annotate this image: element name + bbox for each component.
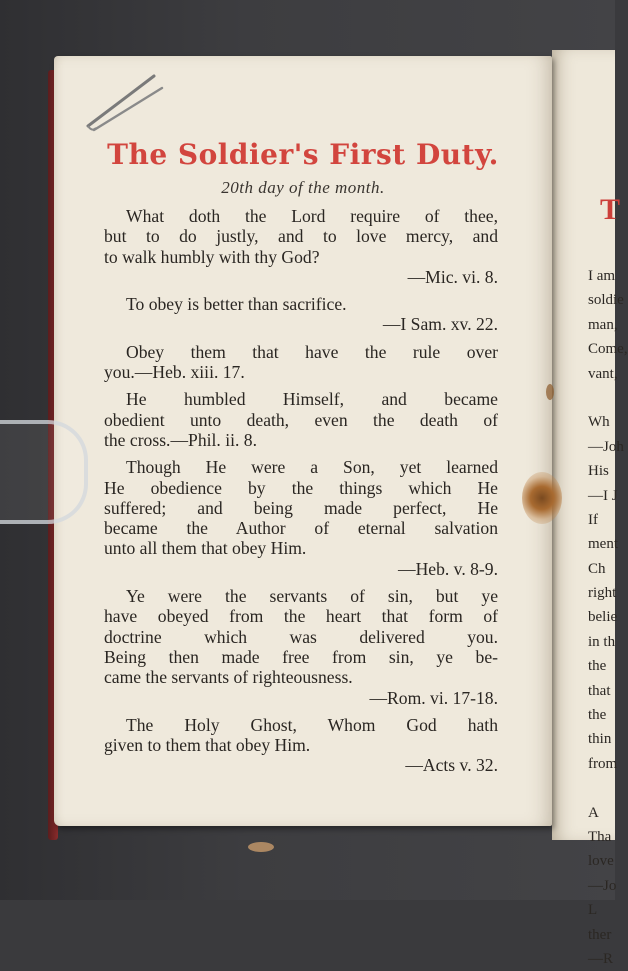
right-page-line-fragment: L <box>588 902 598 919</box>
verse-line: doctrine which was delivered you. <box>104 626 498 647</box>
verse-paragraph <box>104 206 498 287</box>
right-page-line-fragment: —Joh <box>588 438 624 455</box>
right-page-line-fragment: Tha <box>588 828 612 845</box>
right-page-line-fragment: in th <box>588 633 616 650</box>
verse-reference: —Rom. vi. 17-18. <box>369 687 498 708</box>
right-page-text <box>588 264 628 971</box>
right-page-line-fragment: from <box>588 755 618 772</box>
verse-line: became the Author of eternal salvation <box>104 518 498 539</box>
verse-line: have obeyed from the heart that form of <box>104 606 498 627</box>
right-page-line-fragment: Ch <box>588 560 606 577</box>
right-page-line-fragment: —Jo <box>588 877 617 894</box>
page-subtitle: 20th day of the month. <box>221 178 385 197</box>
verses-block <box>104 206 498 783</box>
right-page-line-fragment: right <box>588 585 617 602</box>
verse-line: Obey them that have the rule over <box>126 341 498 362</box>
pencil-mark-icon <box>84 66 168 136</box>
verse-line: Ye were the servants of sin, but ye <box>126 586 498 607</box>
right-page-line-fragment <box>588 386 628 410</box>
verse-line: He humbled Himself, and became <box>126 389 498 410</box>
verse-reference: —Heb. v. 8-9. <box>397 558 498 579</box>
page-clip <box>0 420 88 524</box>
verse-line: the cross.—Phil. ii. 8. <box>104 429 257 450</box>
verse-paragraph <box>104 586 498 708</box>
right-page-line-fragment: Come, <box>588 341 628 358</box>
verse-line: To obey is better than sacrifice. <box>126 294 347 315</box>
right-page-line-fragment: I am <box>588 268 616 284</box>
right-page-line-fragment: A <box>588 804 599 821</box>
right-page-line-fragment: that <box>588 682 611 699</box>
right-page-line-fragment: vant, <box>588 365 618 382</box>
right-page-line-fragment: —R <box>588 950 614 967</box>
right-page-line-fragment: love <box>588 853 614 870</box>
verse-line: What doth the Lord require of thee, <box>126 206 498 226</box>
verse-line: Though He were a Son, yet learned <box>126 457 498 478</box>
brown-spot <box>546 384 554 400</box>
right-page-title-fragment: T <box>600 193 621 226</box>
right-page-line-fragment: the <box>588 658 607 675</box>
verse-paragraph <box>104 457 498 579</box>
verse-paragraph <box>104 389 498 450</box>
right-page-line-fragment: Wh <box>588 414 610 431</box>
verse-line: The Holy Ghost, Whom God hath <box>126 714 498 735</box>
right-page-line-fragment: man, <box>588 316 618 333</box>
verse-line: suffered; and being made perfect, He <box>104 497 498 518</box>
verse-line: you.—Heb. xiii. 17. <box>104 362 245 383</box>
verse-line: obedient unto death, even the death of <box>104 409 498 430</box>
right-page-line-fragment: the <box>588 707 607 724</box>
verse-reference: —Mic. vi. 8. <box>407 266 498 287</box>
brown-spot-bottom <box>248 842 274 852</box>
verse-line: unto all them that obey Him. <box>104 538 307 559</box>
right-page-line-fragment: —I J <box>588 487 618 504</box>
right-page-line-fragment: If <box>588 511 598 528</box>
right-page-line-fragment: belie <box>588 609 618 626</box>
verse-line: He obedience by the things which He <box>104 477 498 498</box>
verse-line: came the servants of righteousness. <box>104 667 353 688</box>
verse-paragraph <box>104 715 498 776</box>
verse-line: given to them that obey Him. <box>104 735 311 756</box>
verse-paragraph <box>104 294 498 335</box>
right-page-line-fragment: ther <box>588 926 612 943</box>
right-page-line-fragment: ment <box>588 536 618 553</box>
right-page-line-fragment: His <box>588 463 609 480</box>
verse-line: but to do justly, and to love mercy, and <box>104 226 498 247</box>
verse-line: to walk humbly with thy God? <box>104 246 320 267</box>
right-page-edge <box>552 50 628 967</box>
right-page-line-fragment: soldie <box>588 292 624 309</box>
verse-line: Being then made free from sin, ye be- <box>104 646 498 667</box>
brown-stain <box>522 472 562 524</box>
right-page-line-fragment <box>588 776 628 800</box>
page-title: The Soldier's First Duty. <box>107 138 499 171</box>
verse-reference: —Acts v. 32. <box>405 755 498 776</box>
right-page-line-fragment: thin <box>588 731 612 748</box>
verse-reference: —I Sam. xv. 22. <box>382 314 498 335</box>
verse-paragraph <box>104 342 498 383</box>
